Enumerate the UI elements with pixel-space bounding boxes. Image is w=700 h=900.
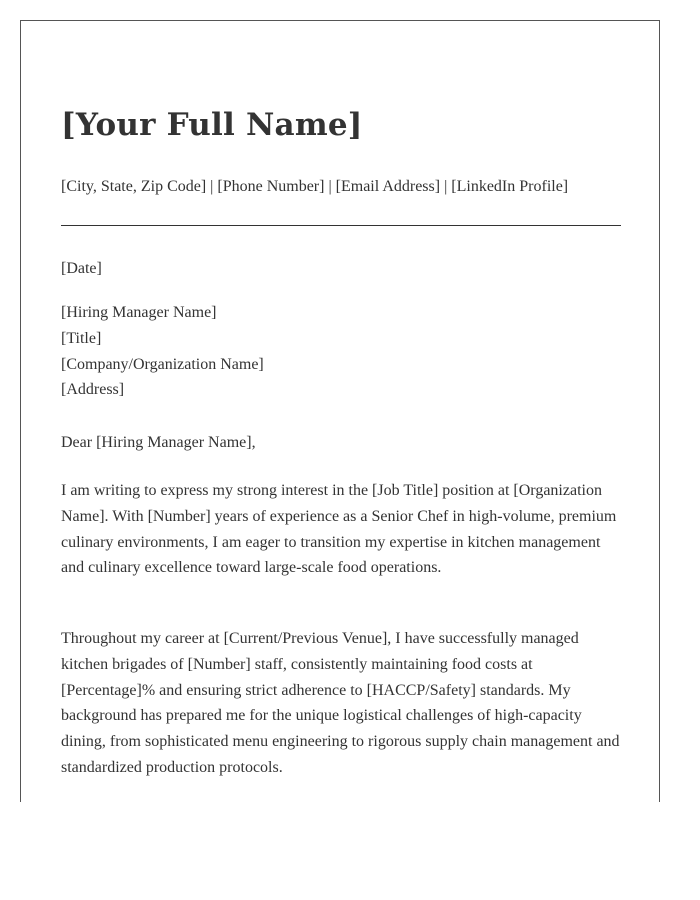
recipient-street-address: [Address] (61, 381, 125, 399)
salutation: Dear [Hiring Manager Name], (61, 434, 256, 451)
letter-date: [Date] (61, 260, 102, 277)
recipient-name: [Hiring Manager Name] (61, 304, 217, 321)
body-paragraph-1: I am writing to express my strong interest in the [Job Title] position at [Organization Name]. With [Number] years of experience as a Senior Chef in high-volume, premium culinary environments, I am eager to transition my expertise in kitchen management and culinary excellence toward large-scale food operations. (61, 482, 617, 577)
contact-info: [City, State, Zip Code] | [Phone Number] | [Email Address] | [LinkedIn Profile] (61, 178, 569, 195)
body-paragraph-2: Throughout my career at [Current/Previous Venue], I have successfully managed kitchen brigades of [Number] staff, consistently maintaining food costs at [Percentage]% and ensuring strict adherence to [HACCP/Safety] standards. My background has prepared me for the unique logistical challenges of high-capacity dining, from sophisticated menu engineering to rigorous supply chain management and standardized production protocols. (61, 630, 620, 776)
header-divider (61, 225, 621, 226)
recipient-title: [Title] (61, 329, 102, 347)
recipient-company: [Company/Organization Name] (61, 355, 264, 373)
applicant-name: [Your Full Name] (61, 107, 363, 143)
recipient-address (61, 300, 264, 403)
letter-page (20, 20, 660, 802)
